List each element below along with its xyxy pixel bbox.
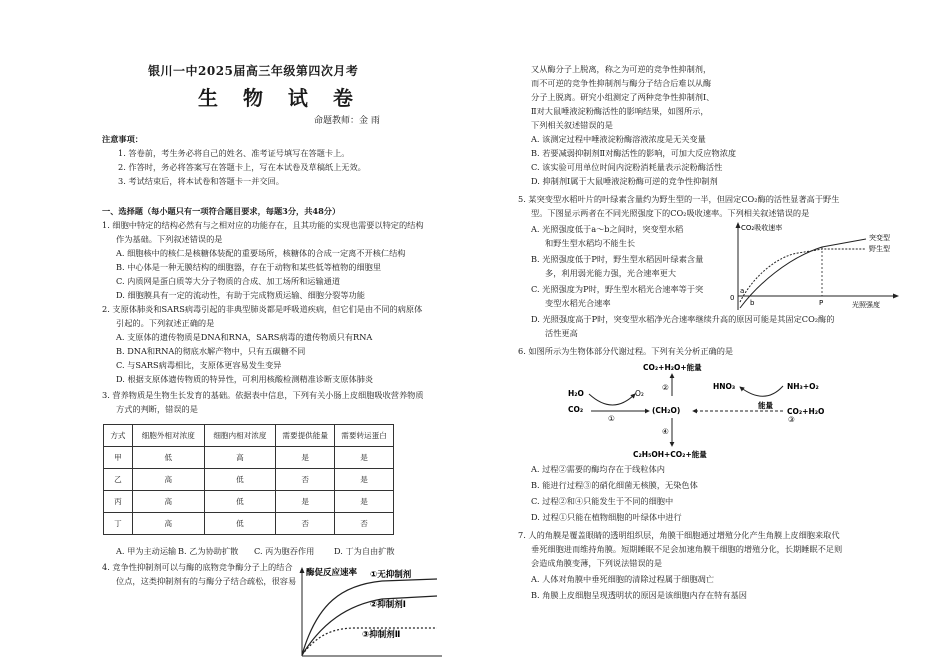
label-4: ④ [662, 427, 669, 436]
table-cell: 乙 [104, 469, 133, 491]
table-cell: 是 [276, 447, 335, 469]
q5-option-b: B. 光照强度低于P时，野生型水稻因叶绿素含量 [531, 254, 704, 264]
y-axis-arrow [736, 222, 741, 228]
table-header-cell: 需要转运蛋白 [335, 425, 394, 447]
subject-title: 生 物 试 卷 [198, 86, 362, 110]
node-co2-left: CO₂ [568, 405, 584, 414]
table-cell: 高 [132, 469, 204, 491]
table-row [104, 469, 394, 491]
q4-stem-cont: 而不可逆的竞争性抑制剂与酶分子结合后难以从酶 [531, 78, 712, 88]
table-header-cell: 细胞内相对浓度 [204, 425, 276, 447]
table-header-cell: 需要提供能量 [276, 425, 335, 447]
q1-option-c: C. 内质网是蛋白质等大分子物质的合成、加工场所和运输通道 [116, 276, 341, 286]
q3-table [103, 424, 394, 535]
q5-ylabel: CO₂吸收速率 [741, 224, 783, 232]
q6-option-a: A. 过程②需要的酶均存在于线粒体内 [531, 464, 665, 474]
note-item: 3. 考试结束后，将本试卷和答题卡一并交回。 [118, 176, 284, 186]
q4-stem: 位点，这类抑制剂有的与酶分子结合疏松，很容易 [116, 576, 297, 586]
q6-metabolism-diagram [565, 358, 845, 460]
table-cell: 丙 [104, 491, 133, 513]
q5-option-c: C. 光照强度为P时，野生型水稻光合速率等于突 [531, 284, 704, 294]
q4-option-c: C. 该实验可用单位时间内淀粉消耗量表示淀粉酶活性 [531, 162, 723, 172]
origin-label: 0 [730, 294, 735, 302]
table-cell: 甲 [104, 447, 133, 469]
q4-stem-cont: Ⅱ对大鼠唾液淀粉酶活性的影响结果，如图所示， [531, 106, 709, 116]
q5-option-c: 变型水稻光合速率 [545, 298, 611, 308]
q5-option-a: 和野生型水稻均不能生长 [545, 238, 636, 248]
q2-stem: 引起的。下列叙述正确的是 [116, 318, 215, 328]
node-h2o: H₂O [568, 389, 584, 398]
table-cell: 高 [204, 447, 276, 469]
node-o2: O₂ [635, 389, 644, 398]
node-hno3: HNO₃ [713, 382, 736, 391]
q4-stem-cont: 又从酶分子上脱离，称之为可逆的竞争性抑制剂， [531, 64, 712, 74]
q6-option-c: C. 过程②和④只能发生于不同的细胞中 [531, 496, 674, 506]
node-co2-right: CO₂+H₂O [787, 407, 825, 416]
q4-stem-cont: 下列相关叙述错误的是 [531, 120, 613, 130]
legend-inhibitor-1: ②抑制剂Ⅰ [370, 600, 406, 610]
curve-wild-type [740, 249, 866, 302]
table-header-cell: 细胞外相对浓度 [132, 425, 204, 447]
arrow-nitrification [740, 386, 783, 396]
q3-option-d: D. 丁为自由扩散 [334, 546, 395, 556]
table-cell: 低 [204, 491, 276, 513]
table-cell: 否 [276, 513, 335, 535]
q1-stem: 作为基础。下列叙述错误的是 [116, 234, 223, 244]
q4-enzyme-chart [292, 563, 442, 658]
tick-b: b [750, 299, 755, 307]
table-cell: 是 [335, 469, 394, 491]
q6-option-b: B. 能进行过程③的硝化细菌无核膜，无染色体 [531, 480, 698, 490]
table-cell: 低 [204, 513, 276, 535]
q5-photosynthesis-chart [728, 220, 900, 312]
node-nh3: NH₃+O₂ [787, 382, 819, 391]
q7-stem: 7. 人的角膜是覆盖眼睛的透明组织层，角膜干细胞通过增殖分化产生角膜上皮细胞来取代 [518, 530, 840, 540]
q5-option-d: D. 光照强度高于P时，突变型水稻净光合速率继续升高的原因可能是其固定CO₂酶的 [531, 314, 835, 324]
note-item: 1. 答卷前，考生务必将自己的姓名、准考证号填写在答题卡上。 [118, 148, 350, 158]
q3-option-a: A. 甲为主动运输 [116, 546, 177, 556]
q2-option-d: D. 根据支原体遗传物质的特异性，可利用核酸检测精准诊断支原体肺炎 [116, 374, 374, 384]
q5-xlabel: 光照强度 [852, 301, 880, 309]
arrow-photosynthesis [589, 394, 635, 405]
table-header-row [104, 425, 394, 447]
q7-stem: 会造成角膜变薄，下列说法错误的是 [531, 558, 663, 568]
table-cell: 低 [204, 469, 276, 491]
legend-inhibitor-2: ③抑制剂Ⅱ [362, 630, 401, 640]
note-item: 2. 作答时，务必将答案写在答题卡上，写在本试卷及草稿纸上无效。 [118, 162, 366, 172]
q4-stem-cont: 分子上脱离。研究小组测定了两种竞争性抑制剂Ⅰ、 [531, 92, 715, 102]
table-row [104, 447, 394, 469]
q1-stem: 1. 细胞中特定的结构必然有与之相对应的功能存在，且其功能的实现也需要以特定的结构 [102, 220, 424, 230]
q7-option-a: A. 人体对角膜中垂死细胞的清除过程属于细胞凋亡 [531, 574, 715, 584]
tick-p: P [819, 299, 824, 307]
table-cell: 否 [276, 469, 335, 491]
teacher-name: 命题教师：金 雨 [314, 116, 380, 126]
node-top: CO₂+H₂O+能量 [643, 363, 702, 372]
q5-option-b: 多，利用弱光能力强，光合速率更大 [545, 268, 677, 278]
q4-ylabel: 酶促反应速率 [306, 568, 358, 578]
legend-wild-type: 野生型 [869, 245, 890, 253]
q7-option-b: B. 角膜上皮细胞呈现透明状的原因是该细胞内存在特有基因 [531, 590, 747, 600]
legend-mutant: 突变型 [869, 234, 890, 242]
table-cell: 否 [335, 513, 394, 535]
curve-no-inhibitor [302, 579, 437, 655]
table-cell: 是 [335, 491, 394, 513]
label-2: ② [662, 383, 669, 392]
q3-option-b: B. 乙为协助扩散 [178, 546, 239, 556]
table-cell: 是 [335, 447, 394, 469]
q2-option-c: C. 与SARS病毒相比，支原体更容易发生变异 [116, 360, 282, 370]
q2-option-b: B. DNA和RNA的彻底水解产物中，只有五碳糖不同 [116, 346, 306, 356]
table-cell: 低 [132, 447, 204, 469]
q5-stem: 5. 某突变型水稻叶片的叶绿素含量约为野生型的一半，但固定CO₂酶的活性显著高于野生 [518, 194, 840, 204]
q3-stem: 3. 营养物质是生物生长发育的基础。依据表中信息，下列有关小肠上皮细胞吸收营养物质 [102, 390, 424, 400]
table-cell: 丁 [104, 513, 133, 535]
q1-option-d: D. 细胞膜具有一定的流动性，有助于完成物质运输、细胞分裂等功能 [116, 290, 365, 300]
q5-option-d: 活性更高 [545, 328, 578, 338]
q4-stem: 4. 竞争性抑制剂可以与酶的底物竞争酶分子上的结合 [102, 562, 293, 572]
table-row [104, 513, 394, 535]
q1-option-a: A. 细胞核中的核仁是核糖体装配的重要场所，核糖体的合成一定离不开核仁结构 [116, 248, 406, 258]
q4-option-a: A. 该测定过程中唾液淀粉酶溶液浓度是无关变量 [531, 134, 706, 144]
q4-option-b: B. 若要减弱抑制剂Ⅱ对酶活性的影响，可加大反应物浓度 [531, 148, 737, 158]
y-axis-arrow [300, 567, 305, 573]
q6-option-d: D. 过程①只能在植物细胞的叶绿体中进行 [531, 512, 682, 522]
legend-no-inhibitor: ①无抑制剂 [370, 570, 412, 580]
q7-stem: 垂死细胞进而维持角膜。短期睡眠不足会加速角膜干细胞的增殖分化，长期睡眠不足则 [531, 544, 843, 554]
table-cell: 高 [132, 513, 204, 535]
q3-stem: 方式的判断，错误的是 [116, 404, 198, 414]
node-ch2o: (CH₂O) [652, 406, 681, 415]
q5-stem: 型。下图显示两者在不同光照强度下的CO₂吸收速率。下列相关叙述错误的是 [531, 208, 810, 218]
table-cell: 高 [132, 491, 204, 513]
label-1: ① [608, 414, 615, 423]
section-title: 一、选择题（每小题只有一项符合题目要求，每题3分，共48分） [102, 206, 341, 216]
q4-option-d: D. 抑制剂Ⅰ属于大鼠唾液淀粉酶可逆的竞争性抑制剂 [531, 176, 718, 186]
q1-option-b: B. 中心体是一种无膜结构的细胞器，存在于动物和某些低等植物的细胞里 [116, 262, 382, 272]
table-row [104, 491, 394, 513]
school-title: 银川一中2025届高三年级第四次月考 [148, 64, 359, 78]
label-3: ③ [788, 415, 795, 424]
q6-stem: 6. 如图所示为生物体部分代谢过程。下列有关分析正确的是 [518, 346, 734, 356]
table-cell: 是 [276, 491, 335, 513]
x-axis-arrow [893, 294, 899, 299]
tick-a: a [740, 287, 745, 295]
q2-option-a: A. 支原体的遗传物质是DNA和RNA，SARS病毒的遗传物质只有RNA [116, 332, 373, 342]
notes-title: 注意事项： [102, 134, 143, 144]
node-energy: 能量 [758, 401, 773, 410]
q2-stem: 2. 支原体肺炎和SARS病毒引起的非典型肺炎都是呼吸道疾病，但它们是由不同的病原体 [102, 304, 423, 314]
q5-option-a: A. 光照强度低于a～b之间时，突变型水稻 [531, 224, 684, 234]
q3-option-c: C. 丙为胞吞作用 [254, 546, 315, 556]
table-header-cell: 方式 [104, 425, 133, 447]
node-bottom: C₂H₅OH+CO₂+能量 [633, 450, 707, 459]
